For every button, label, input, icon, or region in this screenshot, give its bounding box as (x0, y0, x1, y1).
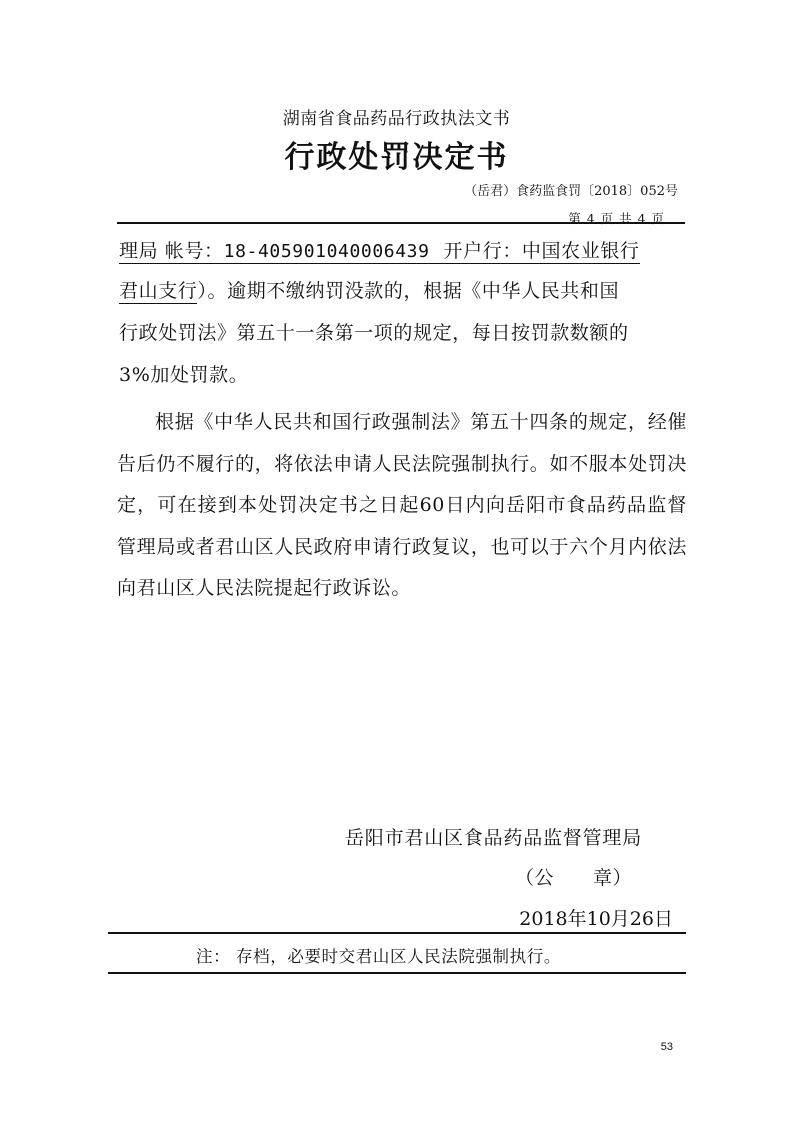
account-number: 18-405901040006439 (223, 241, 430, 262)
document-title: 行政处罚决定书 (284, 140, 509, 175)
appeal-paragraph: 根据《中华人民共和国行政强制法》第五十四条的规定，经催告后仍不履行的，将依法申请人民法院强制执行。如不服本处罚决定，可在接到本处罚决定书之日起60日内向岳阳市食品药品监督管理局或者君山区人民政府申请行政复议，也可以于六个月内依法向君山区人民法院提起行政诉讼。 (117, 411, 687, 599)
bank-label: 开户行：中国农业银行 (443, 240, 640, 262)
footer-note: 注： 存档，必要时交君山区人民法院强制执行。 (196, 947, 561, 966)
issuing-authority: 岳阳市君山区食品药品监督管理局 (345, 827, 643, 849)
body-line-3: 行政处罚法》第五十一条第一项的规定，每日按罚款数额的 (119, 322, 629, 344)
note-divider-bottom (108, 972, 686, 974)
page-number: 53 (660, 1041, 673, 1053)
bank-account-segment (119, 240, 640, 264)
note-divider-top (108, 932, 686, 934)
body-line-2-text: ）。逾期不缴纳罚没款的，根据《中华人民共和国 (197, 280, 620, 302)
header-divider (117, 222, 685, 224)
page-info: 第 4 页 共 4 页 (568, 211, 665, 226)
body-line-2 (119, 276, 619, 303)
bank-branch: 君山支行 (119, 280, 198, 302)
account-label: 理局 帐号： (119, 240, 224, 262)
document-series-title: 湖南省食品药品行政执法文书 (282, 109, 511, 129)
issue-date: 2018年10月26日 (519, 908, 673, 930)
body-line-4: 3%加处罚款。 (119, 364, 249, 386)
document-number: （岳君）食药监食罚〔2018〕052号 (464, 184, 678, 199)
body-line-1 (119, 236, 640, 263)
official-seal-placeholder: （公 章） (515, 867, 633, 889)
